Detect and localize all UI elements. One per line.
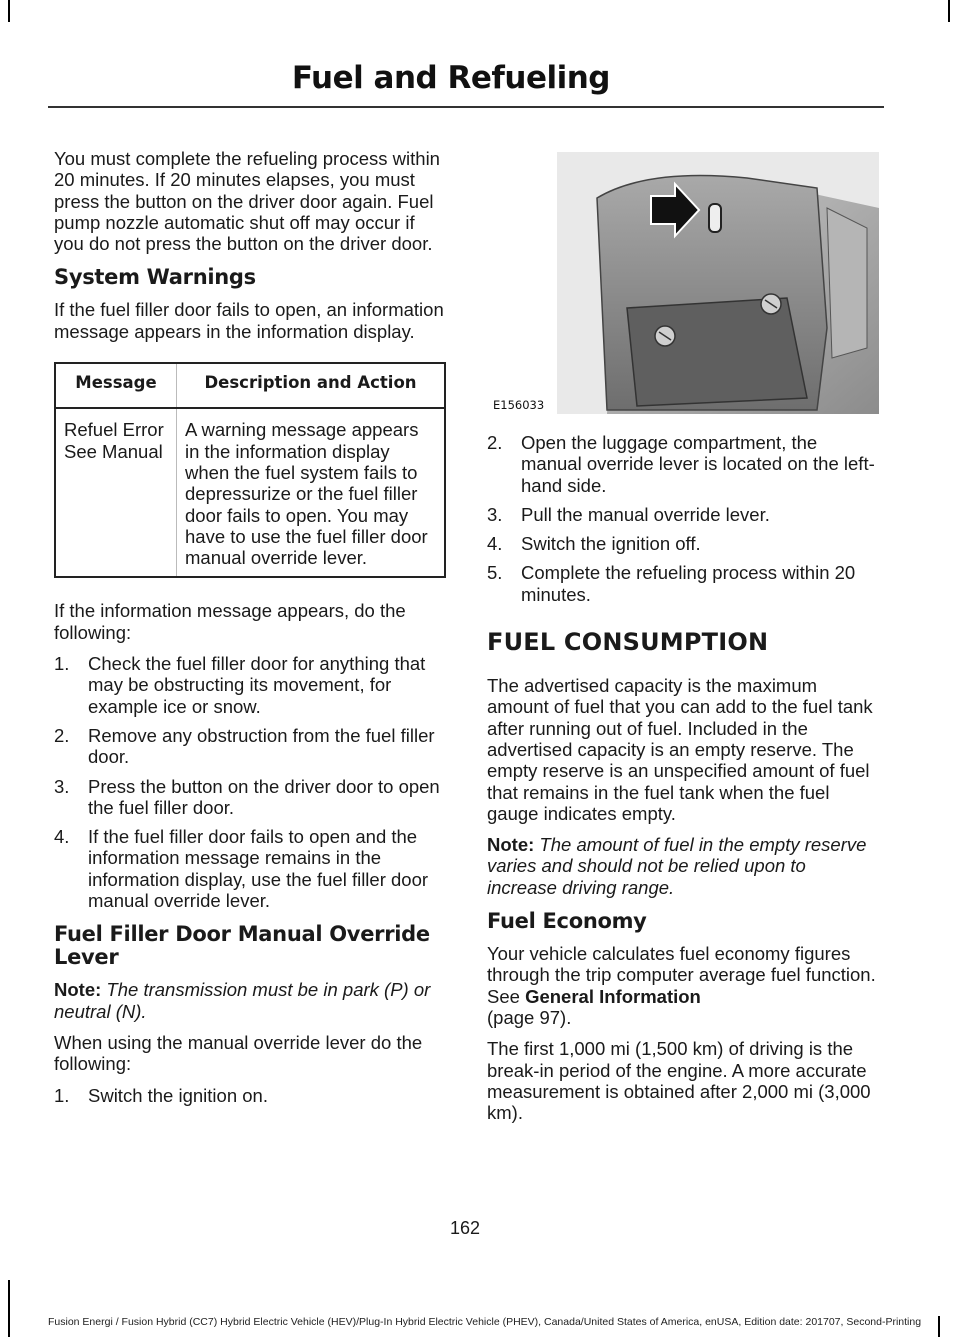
crop-mark-top-right	[948, 0, 950, 22]
footer-edition-line: Fusion Energi / Fusion Hybrid (CC7) Hybrid Electric Vehicle (HEV)/Plug-In Hybrid Electric Vehicle (PHEV), Canada/United States of America, enUSA, Edition date: 201707, Second-Printing	[48, 1316, 922, 1328]
list-item: 5. Complete the refueling process within 20 minutes.	[487, 562, 856, 605]
override-steps	[54, 1085, 446, 1106]
list-item: 2. Remove any obstruction from the fuel filler door.	[54, 724, 435, 768]
override-note: Note: The transmission must be in park (P) or neutral (N).	[54, 979, 431, 1022]
crop-mark-bottom-right	[938, 1316, 940, 1337]
list-item: 2. Open the luggage compartment, the manual override lever is located on the left-hand side.	[487, 432, 875, 496]
override-lever-figure	[487, 148, 879, 414]
system-warnings-heading: System Warnings	[54, 265, 256, 290]
table-header-description: Description and Action	[177, 363, 446, 408]
table-cell-description: A warning message appears in the information display when the fuel system fails to depressurize or the fuel filler door fails to open. You may have to use the fuel filler door manual override lever.	[177, 408, 446, 577]
list-item: 3. Press the button on the driver door to open the fuel filler door.	[54, 775, 440, 818]
table-header-message: Message	[55, 363, 177, 408]
troubleshoot-steps	[54, 653, 446, 911]
crop-mark-top-left	[8, 0, 10, 22]
fuel-economy-heading: Fuel Economy	[487, 909, 647, 934]
override-steps-continued	[487, 432, 879, 605]
fuel-economy-paragraph: Your vehicle calculates fuel economy figures through the trip computer average fuel function. See General Information (page 97).	[487, 943, 876, 1028]
override-intro-paragraph: When using the manual override lever do the following:	[54, 1031, 423, 1075]
page-title: Fuel and Refueling	[291, 60, 610, 96]
page-number: 162	[449, 1218, 481, 1238]
table-row	[55, 408, 445, 577]
list-item: 4. If the fuel filler door fails to open and the information message remains in the information display, use the fuel filler door manual override lever.	[54, 826, 429, 912]
if-message-paragraph: If the information message appears, do the following:	[54, 600, 406, 643]
list-item: 3. Pull the manual override lever.	[487, 503, 770, 525]
crop-mark-bottom-left	[8, 1280, 10, 1337]
table-cell-message: Refuel Error See Manual	[55, 408, 177, 577]
break-in-paragraph: The first 1,000 mi (1,500 km) of driving is the break-in period of the engine. A more accurate measurement is obtained after 2,000 mi (3,000 km).	[487, 1038, 871, 1124]
fuel-consumption-heading: FUEL CONSUMPTION	[487, 628, 769, 657]
system-warnings-paragraph: If the fuel filler door fails to open, an information message appears in the information display.	[54, 299, 444, 342]
list-item: 1. Switch the ignition on.	[54, 1084, 268, 1106]
figure-code: E156033	[493, 398, 545, 412]
intro-paragraph: You must complete the refueling process within 20 minutes. If 20 minutes elapses, you must press the button on the driver door again. Fuel pump nozzle automatic shut off may occur if you do not press the button on the driver door.	[54, 148, 440, 255]
header-rule	[48, 106, 884, 108]
left-column	[54, 148, 446, 1116]
message-table	[54, 362, 446, 578]
override-lever-heading: Fuel Filler Door Manual Override Lever	[54, 922, 430, 970]
luggage-compartment-illustration	[487, 148, 879, 414]
reserve-note: Note: The amount of fuel in the empty reserve varies and should not be relied upon to increase driving range.	[487, 834, 867, 898]
fuel-consumption-paragraph: The advertised capacity is the maximum amount of fuel that you can add to the fuel tank after running out of fuel. Included in the advertised capacity is an empty reserve. The empty reserve is an unspecified amount of fuel that remains in the fuel tank when the fuel gauge indicates empty.	[487, 675, 873, 824]
list-item: 1. Check the fuel filler door for anything that may be obstructing its movement, for example ice or snow.	[54, 653, 426, 717]
general-information-link[interactable]: General Information	[525, 985, 701, 1007]
list-item: 4. Switch the ignition off.	[487, 533, 701, 555]
right-column	[487, 148, 879, 1133]
